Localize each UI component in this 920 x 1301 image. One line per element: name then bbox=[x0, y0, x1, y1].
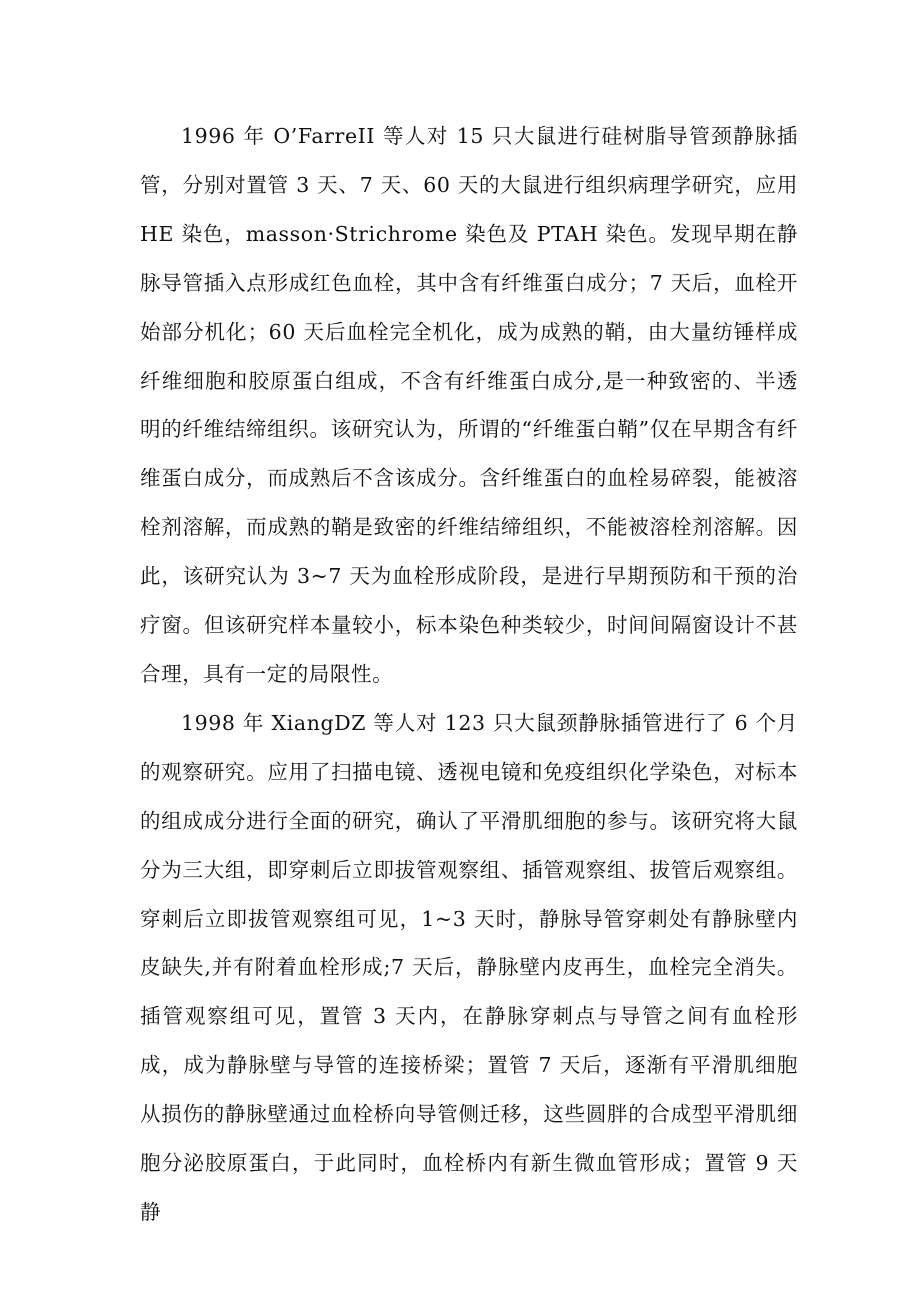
paragraph-xiangdz-study: 1998 年 XiangDZ 等人对 123 只大鼠颈静脉插管进行了 6 个月的观察研究。应用了扫描电镜、透视电镜和免疫组织化学染色，对标本的组成成分进行全面的研究，确认了平滑肌细胞的参与。该研究将大鼠分为三大组，即穿刺后立即拔管观察组、插管观察组、拔管后观察组。穿刺后立即拔管观察组可见，1~3 天时，静脉导管穿刺处有静脉壁内皮缺失,并有附着血栓形成;7 天后，静脉壁内皮再生，血栓完全消失。插管观察组可见，置管 3 天内，在静脉穿刺点与导管之间有血栓形成，成为静脉壁与导管的连接桥梁；置管 7 天后，逐渐有平滑肌细胞从损伤的静脉壁通过血栓桥向导管侧迁移，这些圆胖的合成型平滑肌细胞分泌胶原蛋白，于此同时，血栓桥内有新生微血管形成；置管 9 天静 bbox=[140, 710, 798, 1224]
paragraph-ofarrell-study: 1996 年 O’FarreII 等人对 15 只大鼠进行硅树脂导管颈静脉插管，分别对置管 3 天、7 天、60 天的大鼠进行组织病理学研究，应用 HE 染色，masson·Strichrome 染色及 PTAH 染色。发现早期在静脉导管插入点形成红色血栓，其中含有纤维蛋白成分；7 天后，血栓开始部分机化；60 天后血栓完全机化，成为成熟的鞘，由大量纺锤样成纤维细胞和胶原蛋白组成，不含有纤维蛋白成分,是一种致密的、半透明的纤维结缔组织。该研究认为，所谓的“纤维蛋白鞘”仅在早期含有纤维蛋白成分，而成熟后不含该成分。含纤维蛋白的血栓易碎裂，能被溶栓剂溶解，而成熟的鞘是致密的纤维结缔组织，不能被溶栓剂溶解。因此，该研究认为 3~7 天为血栓形成阶段，是进行早期预防和干预的治疗窗。但该研究样本量较小，标本染色种类较少，时间间隔窗设计不甚合理，具有一定的局限性。 bbox=[140, 124, 798, 686]
